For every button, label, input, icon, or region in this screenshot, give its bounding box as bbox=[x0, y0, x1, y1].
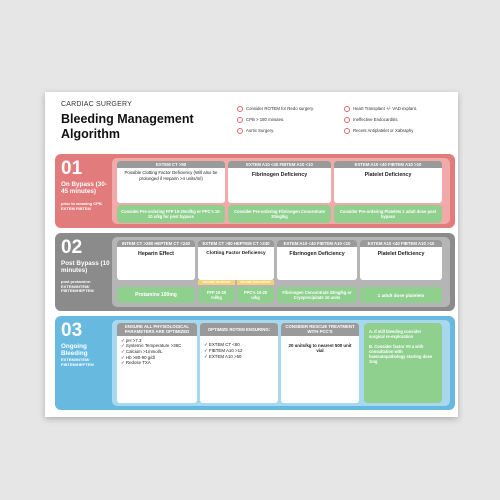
test-header: EXTEM CT >90 bbox=[117, 161, 225, 168]
test-header: EXTEM A10 <40 FIBTEM A10 >10 bbox=[360, 240, 442, 247]
test-result: Fibrinogen Deficiency bbox=[251, 172, 308, 179]
pcc-card bbox=[281, 323, 359, 403]
volume-tolerant-tag: VOLUME TOLERANT bbox=[198, 280, 235, 285]
action-box: Protamine 100mg bbox=[117, 287, 195, 303]
section-sub: prior to weaning CPB. EXTEM FIBTEM bbox=[61, 201, 103, 211]
check-item: ✓ pH >7.3 bbox=[121, 337, 142, 343]
rotem-header: OPTIMIZE ROTEM ENSURING: bbox=[200, 323, 278, 336]
test-result: Clotting Factor Deficiency bbox=[206, 251, 266, 257]
section-label: Post Bypass (10 minutes) bbox=[61, 260, 110, 274]
test-card bbox=[360, 240, 442, 280]
note-item: B. Consider factor VII a with consultation with haematopathology starting dose 1mg bbox=[369, 344, 433, 364]
test-result: Possible Clotting Factor Deficiency (Will also be prolonged if Heparin >4 units/ml) bbox=[124, 170, 218, 181]
test-result: Heparin Effect bbox=[138, 251, 174, 258]
action-box: Fibrinogen Concentrate 20mg/kg or Cryoprecipitate 10 units bbox=[277, 287, 357, 303]
page-title: Bleeding Management Algorithm bbox=[61, 112, 194, 141]
test-card bbox=[117, 240, 195, 280]
parameters-header: ENSURE ALL PHYSIOLOGICAL PARAMETERS ARE OPTIMIZED bbox=[117, 323, 197, 336]
check-item: ✓ EXTEM CT <80 bbox=[204, 342, 240, 348]
rotem-card bbox=[200, 323, 278, 403]
indication-item: Heart Transplant +/- VAD explant. bbox=[344, 106, 417, 117]
section-panel bbox=[112, 237, 450, 307]
section-sub: post protamine: EXTEM/INTEM/ FIBTEM/HEPTEM bbox=[61, 279, 94, 294]
category-label: CARDIAC SURGERY bbox=[61, 101, 132, 108]
action-box: Consider Pre-ordering Fibrinogen Concentrate 20mg/kg bbox=[228, 205, 331, 223]
indication-item: Consider ROTEM for Redo surgery. bbox=[237, 106, 314, 117]
pcc-dose: 20 units/kg to nearest 500 unit vial bbox=[288, 342, 352, 354]
indication-item: Aortic Surgery. bbox=[237, 128, 314, 139]
test-result: Platelet Deficiency bbox=[377, 251, 425, 258]
volume-intolerant-tag: VOLUME INTOLERANT bbox=[237, 280, 274, 285]
test-header: EXTEM A10 <40 FIBTEM A10 <10 bbox=[228, 161, 331, 168]
section-on-bypass bbox=[55, 154, 455, 228]
check-item: ✓ Calcium >1mmol/L bbox=[121, 349, 163, 354]
action-box: PPC's 10-20 u/kg bbox=[237, 287, 274, 303]
check-item: ✓ Hb >80-90 g/dl bbox=[121, 354, 155, 360]
action-box: Consider Pre-ordering Platelets 1 adult dose post bypass bbox=[334, 205, 442, 223]
test-result: Fibrinogen Deficiency bbox=[289, 251, 345, 258]
indications-right bbox=[344, 106, 417, 139]
check-item: ✓ Redose TXA bbox=[121, 360, 151, 366]
section-label: On Bypass (30-45 minutes) bbox=[61, 181, 107, 195]
action-box: 1 adult dose platelets bbox=[360, 287, 442, 303]
test-card bbox=[117, 161, 225, 203]
section-panel bbox=[112, 158, 450, 224]
test-card bbox=[277, 240, 357, 280]
action-box: Consider Pre-ordering FFP 10-20ml/kg or PPC's 10-20 u/kg for post bypass bbox=[117, 205, 225, 223]
test-card bbox=[334, 161, 442, 203]
test-result: Platelet Deficiency bbox=[364, 172, 412, 179]
check-item: ✓ Systemic Temperature >36C bbox=[121, 343, 182, 349]
section-number: 02 bbox=[61, 237, 83, 258]
check-item: ✓ EXTEM A10 >50 bbox=[204, 353, 242, 359]
test-header: EXTEM A10 <40 FIBTEM A10 >10 bbox=[334, 161, 442, 168]
parameters-list bbox=[117, 336, 197, 368]
section-number: 01 bbox=[61, 158, 83, 179]
indication-item: Ineffective Endocarditis. bbox=[344, 117, 417, 128]
test-header: INTEM CT >280 HEPTEM CT <240 bbox=[117, 240, 195, 247]
test-header: EXTEM CT >80 HEPTEM CT >240 bbox=[198, 240, 274, 247]
section-sub: EXTEM/INTEM/ FIBTEM/HEPTEM bbox=[61, 357, 94, 367]
indication-item: Recent Antiplatelet or Xabraphy bbox=[344, 128, 417, 139]
section-label: Ongoing Bleeding bbox=[61, 343, 88, 357]
section-number: 03 bbox=[61, 320, 83, 341]
test-card bbox=[198, 240, 274, 280]
indication-item: CPB > 180 minutes. bbox=[237, 117, 314, 128]
rotem-list bbox=[200, 336, 278, 361]
escalation-notes bbox=[364, 323, 442, 403]
check-item: ✓ FIBTEM A10 >12 bbox=[204, 348, 243, 353]
test-header: EXTEM A10 <40 FIBTEM A10 <10 bbox=[277, 240, 357, 247]
note-item: A. If still bleeding consider surgical re-exploration bbox=[369, 329, 422, 339]
indications-left bbox=[237, 106, 314, 139]
parameters-card bbox=[117, 323, 197, 403]
action-box: FFP 10-20 ml/kg bbox=[198, 287, 235, 303]
algorithm-sheet bbox=[45, 92, 458, 417]
section-ongoing-bleeding bbox=[55, 316, 455, 410]
section-post-bypass bbox=[55, 233, 455, 311]
pcc-header: CONSIDER RESCUE TREATMENT WITH PCC'S bbox=[281, 323, 359, 336]
section-panel bbox=[112, 320, 450, 406]
test-card bbox=[228, 161, 331, 203]
